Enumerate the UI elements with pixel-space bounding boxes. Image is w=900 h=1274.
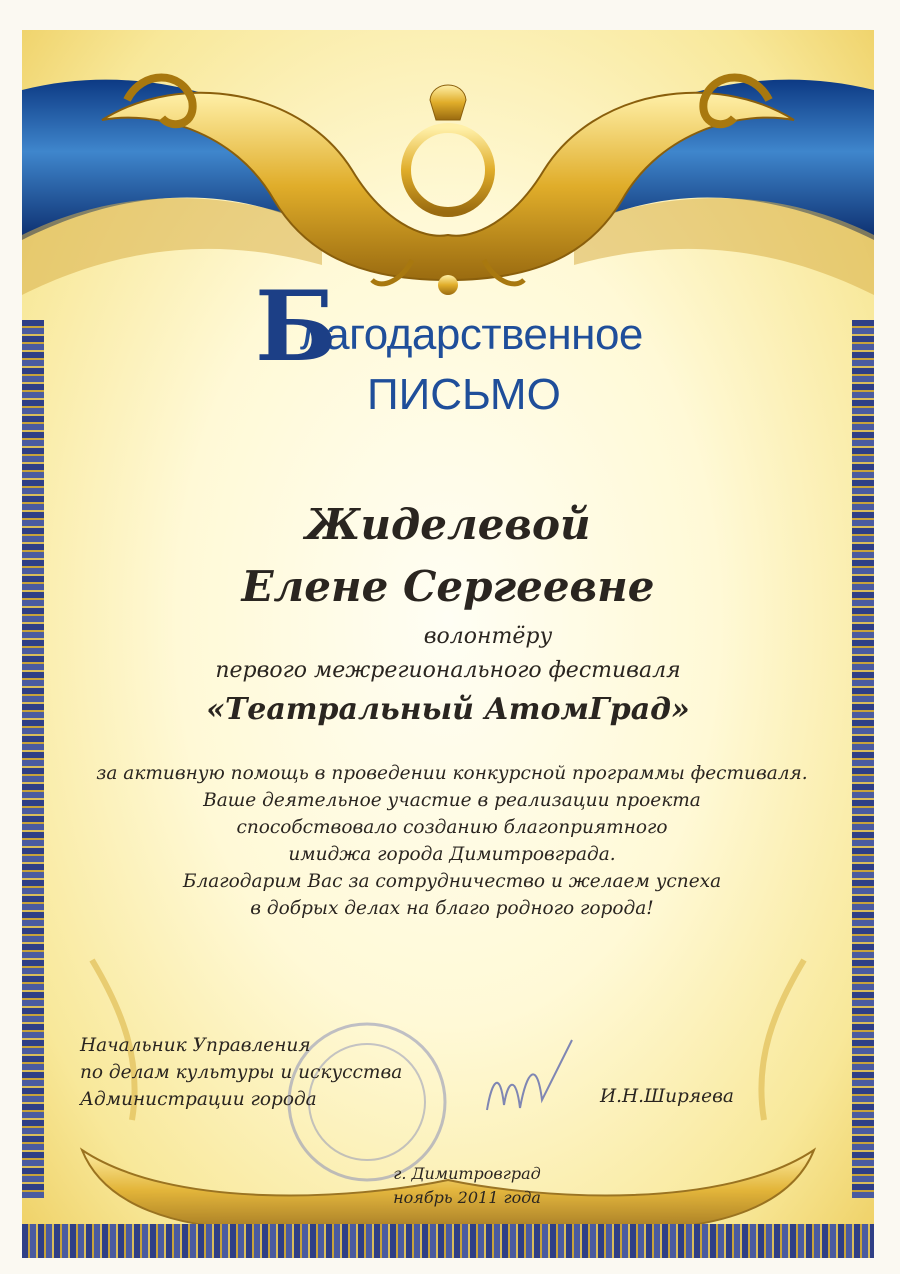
body-line: Благодарим Вас за сотрудничество и желаем успеха	[182, 871, 722, 892]
festival-name: «Театральный АтомГрад»	[206, 692, 690, 727]
signatory-title	[80, 1032, 402, 1113]
certificate-title	[255, 270, 643, 383]
title-initial: Б	[255, 270, 337, 383]
place: г. Димитровград	[393, 1164, 541, 1183]
body-line: способствовало созданию благоприятного	[236, 817, 668, 838]
title-rest: лагодарственное	[300, 310, 643, 359]
body-line: имиджа города Димитровграда.	[288, 844, 616, 865]
body-line: за активную помощь в проведении конкурсной программы фестиваля.	[96, 763, 808, 784]
recipient-surname: Жиделевой	[305, 500, 591, 549]
recipient-role: волонтёру	[423, 624, 553, 649]
date: ноябрь 2011 года	[393, 1188, 541, 1207]
gratitude-text	[82, 760, 822, 922]
certificate	[22, 30, 874, 1258]
bottom-border	[22, 1224, 874, 1258]
certificate-title-line2: ПИСЬМО	[367, 370, 561, 419]
left-border	[22, 320, 44, 1198]
place-and-date	[352, 1162, 582, 1210]
right-border	[852, 320, 874, 1198]
body-line: Ваше деятельное участие в реализации проекта	[203, 790, 701, 811]
signatory-title-line: Начальник Управления	[80, 1035, 311, 1056]
signatory-name: И.Н.Ширяева	[600, 1086, 734, 1107]
recipient-name: Елене Сергеевне	[241, 562, 655, 611]
body-line: в добрых делах на благо родного города!	[250, 898, 654, 919]
signatory-title-line: по делам культуры и искусства	[80, 1062, 403, 1083]
signatory-title-line: Администрации города	[80, 1089, 317, 1110]
festival-line: первого межрегионального фестиваля	[215, 658, 681, 683]
